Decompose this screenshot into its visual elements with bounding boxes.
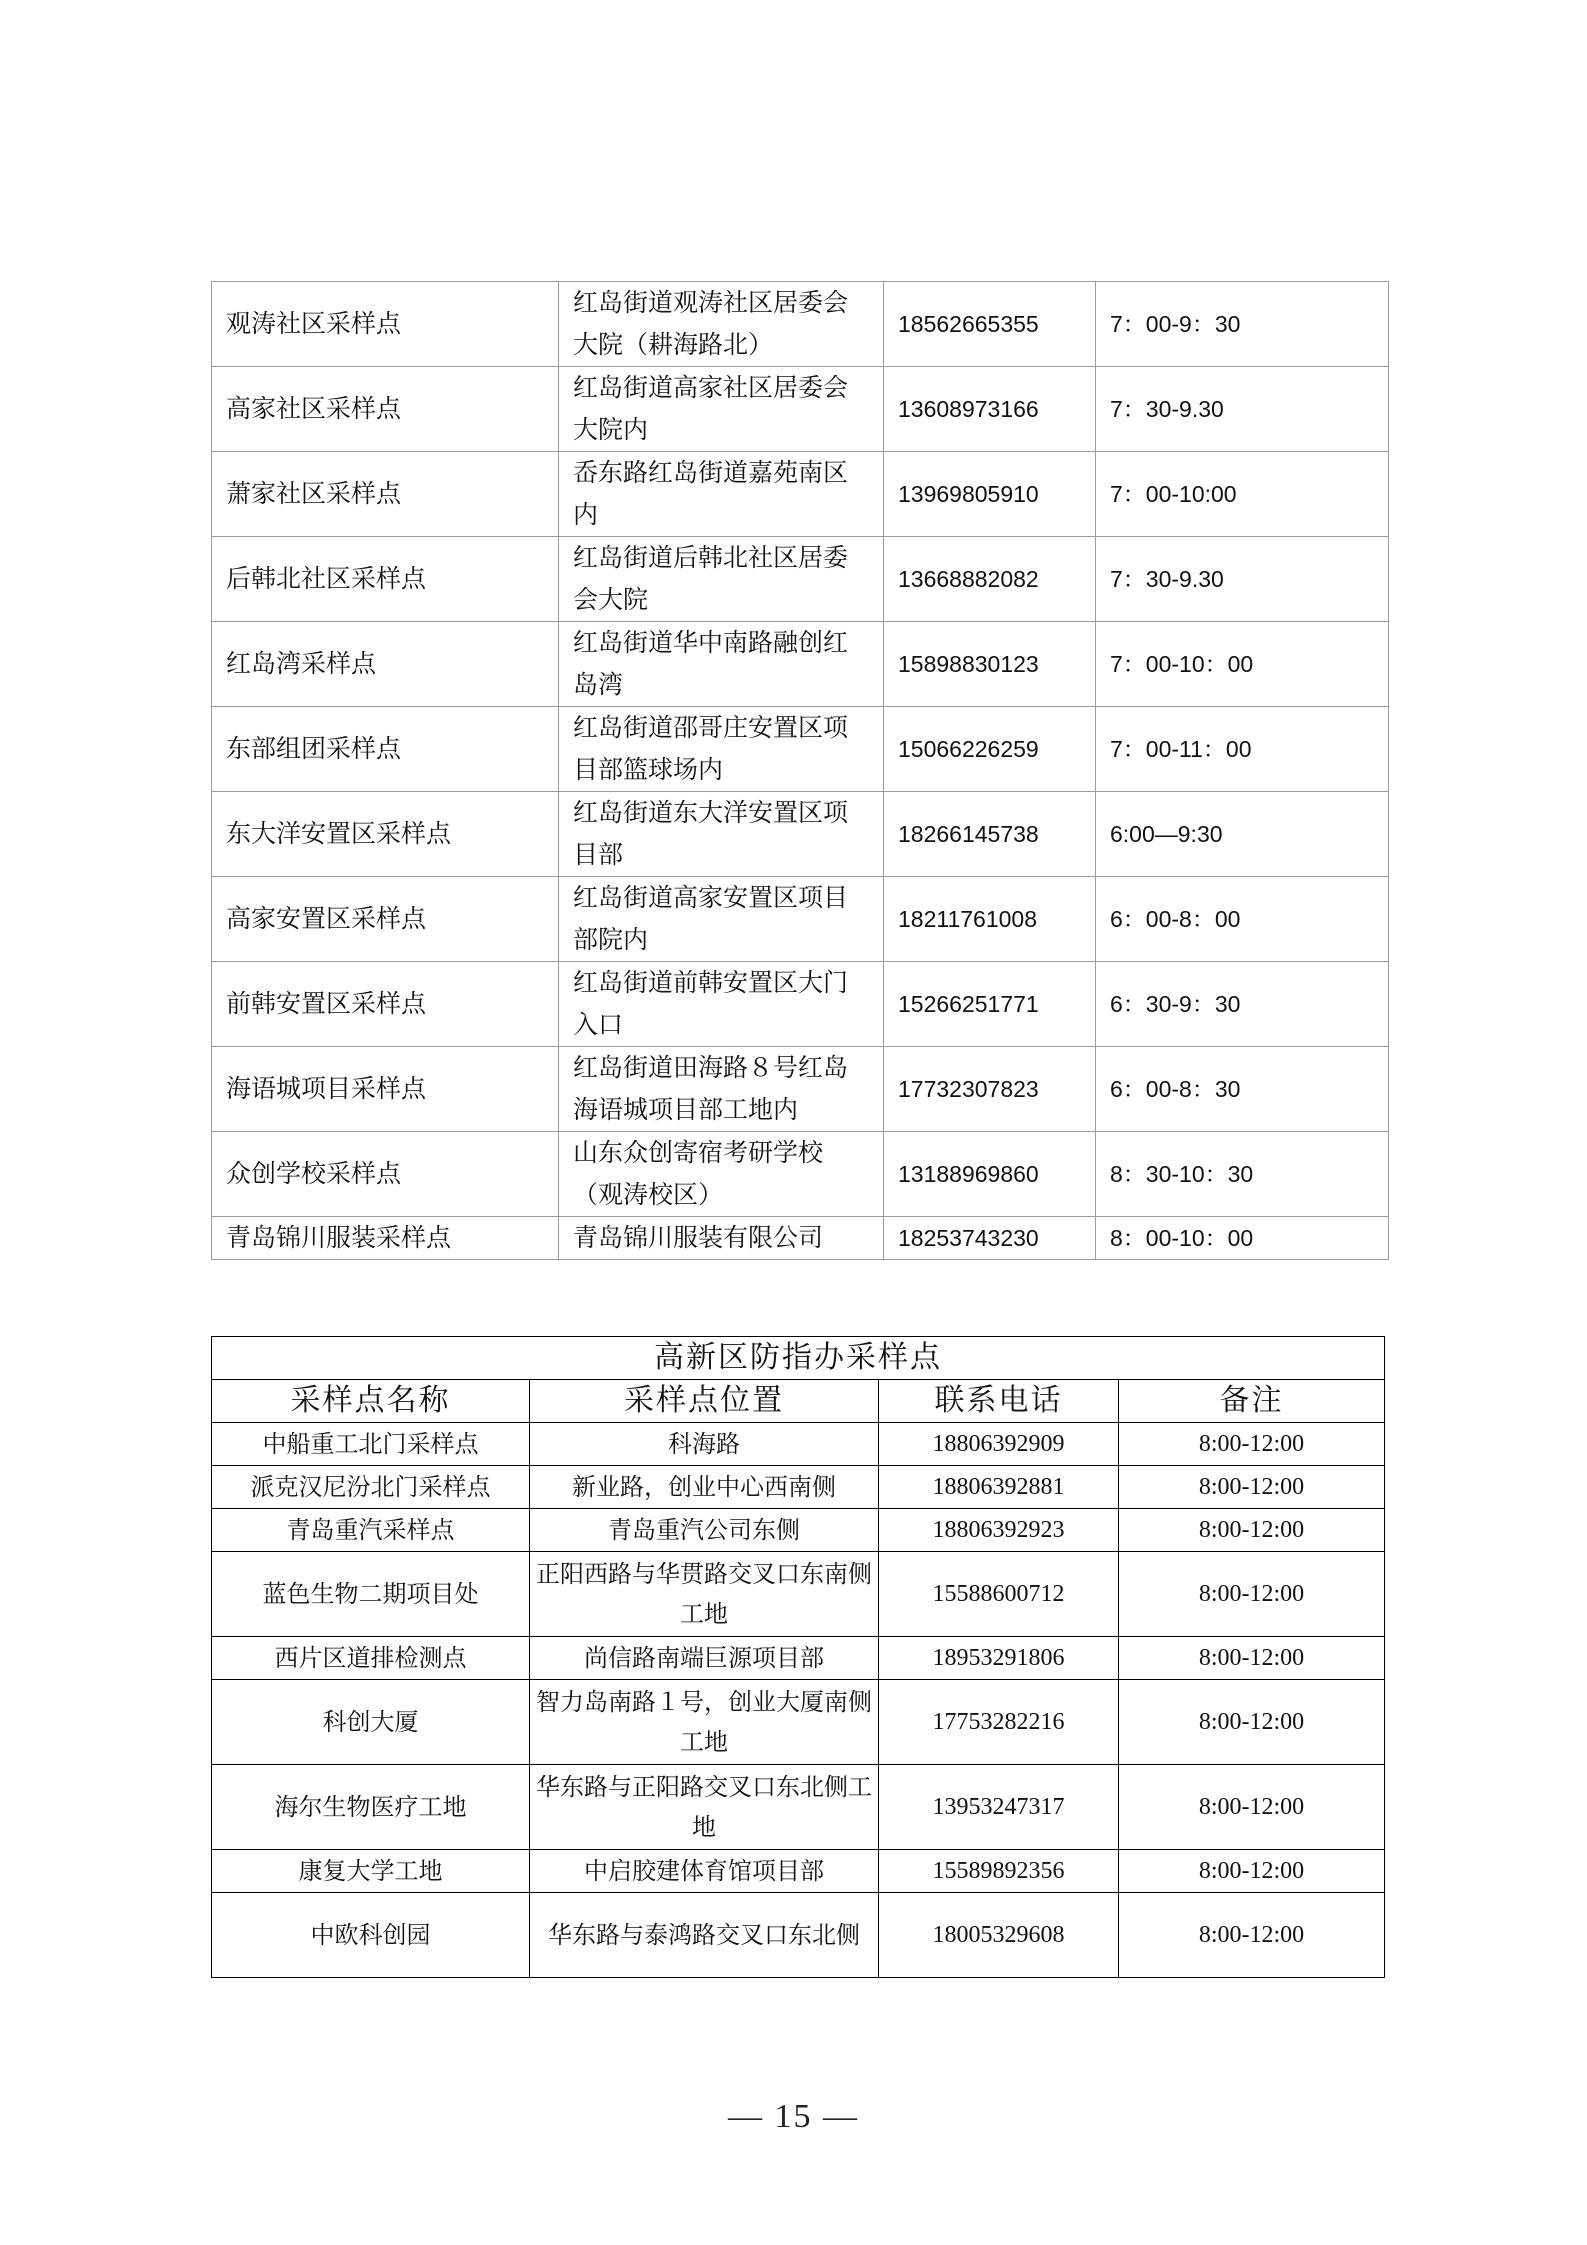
site-name: 观涛社区采样点 bbox=[212, 282, 559, 367]
site-phone: 15589892356 bbox=[879, 1850, 1119, 1893]
site-name: 中船重工北门采样点 bbox=[212, 1423, 530, 1466]
site-phone: 18806392909 bbox=[879, 1423, 1119, 1466]
site-location: 红岛街道后韩北社区居委会大院 bbox=[559, 537, 884, 622]
site-name: 派克汉尼汾北门采样点 bbox=[212, 1466, 530, 1509]
site-phone: 18562665355 bbox=[884, 282, 1096, 367]
table-row bbox=[212, 1552, 1385, 1637]
table-row bbox=[212, 1893, 1385, 1978]
site-location: 红岛街道田海路８号红岛海语城项目部工地内 bbox=[559, 1047, 884, 1132]
site-location: 红岛街道东大洋安置区项目部 bbox=[559, 792, 884, 877]
site-time: 6：00-8：00 bbox=[1096, 877, 1389, 962]
site-note: 8:00-12:00 bbox=[1119, 1552, 1385, 1637]
table-row bbox=[212, 1850, 1385, 1893]
site-name: 红岛湾采样点 bbox=[212, 622, 559, 707]
site-phone: 15266251771 bbox=[884, 962, 1096, 1047]
site-location: 红岛街道前韩安置区大门入口 bbox=[559, 962, 884, 1047]
site-time: 8：30-10：30 bbox=[1096, 1132, 1389, 1217]
site-time: 7：00-11：00 bbox=[1096, 707, 1389, 792]
table-title: 高新区防指办采样点 bbox=[212, 1337, 1385, 1380]
site-time: 7：30-9.30 bbox=[1096, 537, 1389, 622]
table-row bbox=[212, 1509, 1385, 1552]
site-phone: 13969805910 bbox=[884, 452, 1096, 537]
site-time: 7：30-9.30 bbox=[1096, 367, 1389, 452]
table-row bbox=[212, 1680, 1385, 1765]
site-note: 8:00-12:00 bbox=[1119, 1850, 1385, 1893]
site-name: 康复大学工地 bbox=[212, 1850, 530, 1893]
table-row bbox=[212, 1217, 1389, 1260]
site-time: 6：00-8：30 bbox=[1096, 1047, 1389, 1132]
table-row bbox=[212, 707, 1389, 792]
site-name: 青岛锦川服装采样点 bbox=[212, 1217, 559, 1260]
site-phone: 15066226259 bbox=[884, 707, 1096, 792]
column-header-note: 备注 bbox=[1119, 1380, 1385, 1423]
site-note: 8:00-12:00 bbox=[1119, 1423, 1385, 1466]
sampling-points-table-hongdao bbox=[211, 281, 1389, 1260]
site-phone: 18266145738 bbox=[884, 792, 1096, 877]
site-name: 高家社区采样点 bbox=[212, 367, 559, 452]
column-header-location: 采样点位置 bbox=[530, 1380, 879, 1423]
table-row bbox=[212, 452, 1389, 537]
sampling-points-table-hitech-zone bbox=[211, 1336, 1385, 1978]
site-phone: 18211761008 bbox=[884, 877, 1096, 962]
site-note: 8:00-12:00 bbox=[1119, 1680, 1385, 1765]
site-location: 科海路 bbox=[530, 1423, 879, 1466]
table-row bbox=[212, 1423, 1385, 1466]
site-phone: 18806392923 bbox=[879, 1509, 1119, 1552]
column-header-name: 采样点名称 bbox=[212, 1380, 530, 1423]
site-location: 岙东路红岛街道嘉苑南区内 bbox=[559, 452, 884, 537]
site-phone: 18253743230 bbox=[884, 1217, 1096, 1260]
site-name: 海语城项目采样点 bbox=[212, 1047, 559, 1132]
column-header-phone: 联系电话 bbox=[879, 1380, 1119, 1423]
site-name: 西片区道排检测点 bbox=[212, 1637, 530, 1680]
table-header-row bbox=[212, 1380, 1385, 1423]
site-phone: 15588600712 bbox=[879, 1552, 1119, 1637]
site-name: 众创学校采样点 bbox=[212, 1132, 559, 1217]
site-phone: 15898830123 bbox=[884, 622, 1096, 707]
table-row bbox=[212, 792, 1389, 877]
site-note: 8:00-12:00 bbox=[1119, 1466, 1385, 1509]
table-row bbox=[212, 367, 1389, 452]
site-location: 红岛街道华中南路融创红岛湾 bbox=[559, 622, 884, 707]
site-phone: 18005329608 bbox=[879, 1893, 1119, 1978]
site-location: 红岛街道高家社区居委会大院内 bbox=[559, 367, 884, 452]
site-phone: 13608973166 bbox=[884, 367, 1096, 452]
site-location: 红岛街道邵哥庄安置区项目部篮球场内 bbox=[559, 707, 884, 792]
site-location: 华东路与正阳路交叉口东北侧工地 bbox=[530, 1765, 879, 1850]
site-time: 7：00-9：30 bbox=[1096, 282, 1389, 367]
site-name: 蓝色生物二期项目处 bbox=[212, 1552, 530, 1637]
site-phone: 17732307823 bbox=[884, 1047, 1096, 1132]
site-note: 8:00-12:00 bbox=[1119, 1765, 1385, 1850]
site-location: 正阳西路与华贯路交叉口东南侧工地 bbox=[530, 1552, 879, 1637]
site-phone: 18953291806 bbox=[879, 1637, 1119, 1680]
page-number: — 15 — bbox=[728, 2098, 859, 2135]
site-name: 东大洋安置区采样点 bbox=[212, 792, 559, 877]
site-note: 8:00-12:00 bbox=[1119, 1509, 1385, 1552]
table-row bbox=[212, 1047, 1389, 1132]
table-row bbox=[212, 282, 1389, 367]
site-phone: 13668882082 bbox=[884, 537, 1096, 622]
site-time: 8：00-10：00 bbox=[1096, 1217, 1389, 1260]
site-location: 红岛街道观涛社区居委会大院（耕海路北） bbox=[559, 282, 884, 367]
site-note: 8:00-12:00 bbox=[1119, 1637, 1385, 1680]
site-location: 尚信路南端巨源项目部 bbox=[530, 1637, 879, 1680]
table-row bbox=[212, 877, 1389, 962]
site-location: 中启胶建体育馆项目部 bbox=[530, 1850, 879, 1893]
site-name: 青岛重汽采样点 bbox=[212, 1509, 530, 1552]
site-location: 山东众创寄宿考研学校（观涛校区） bbox=[559, 1132, 884, 1217]
site-name: 萧家社区采样点 bbox=[212, 452, 559, 537]
table-row bbox=[212, 537, 1389, 622]
site-name: 科创大厦 bbox=[212, 1680, 530, 1765]
table-row bbox=[212, 622, 1389, 707]
site-location: 红岛街道高家安置区项目部院内 bbox=[559, 877, 884, 962]
site-location: 华东路与泰鸿路交叉口东北侧 bbox=[530, 1893, 879, 1978]
site-time: 7：00-10：00 bbox=[1096, 622, 1389, 707]
site-phone: 18806392881 bbox=[879, 1466, 1119, 1509]
table-row bbox=[212, 1765, 1385, 1850]
site-name: 海尔生物医疗工地 bbox=[212, 1765, 530, 1850]
site-note: 8:00-12:00 bbox=[1119, 1893, 1385, 1978]
site-name: 后韩北社区采样点 bbox=[212, 537, 559, 622]
site-name: 高家安置区采样点 bbox=[212, 877, 559, 962]
site-time: 6:00—9:30 bbox=[1096, 792, 1389, 877]
site-name: 东部组团采样点 bbox=[212, 707, 559, 792]
site-phone: 17753282216 bbox=[879, 1680, 1119, 1765]
site-phone: 13953247317 bbox=[879, 1765, 1119, 1850]
site-location: 智力岛南路１号，创业大厦南侧工地 bbox=[530, 1680, 879, 1765]
site-phone: 13188969860 bbox=[884, 1132, 1096, 1217]
table-row bbox=[212, 1637, 1385, 1680]
table-row bbox=[212, 962, 1389, 1047]
site-location: 青岛重汽公司东侧 bbox=[530, 1509, 879, 1552]
site-location: 新业路，创业中心西南侧 bbox=[530, 1466, 879, 1509]
table-row bbox=[212, 1466, 1385, 1509]
table-row bbox=[212, 1132, 1389, 1217]
site-time: 6：30-9：30 bbox=[1096, 962, 1389, 1047]
site-name: 前韩安置区采样点 bbox=[212, 962, 559, 1047]
site-location: 青岛锦川服装有限公司 bbox=[559, 1217, 884, 1260]
site-name: 中欧科创园 bbox=[212, 1893, 530, 1978]
site-time: 7：00-10:00 bbox=[1096, 452, 1389, 537]
table-title-row bbox=[212, 1337, 1385, 1380]
